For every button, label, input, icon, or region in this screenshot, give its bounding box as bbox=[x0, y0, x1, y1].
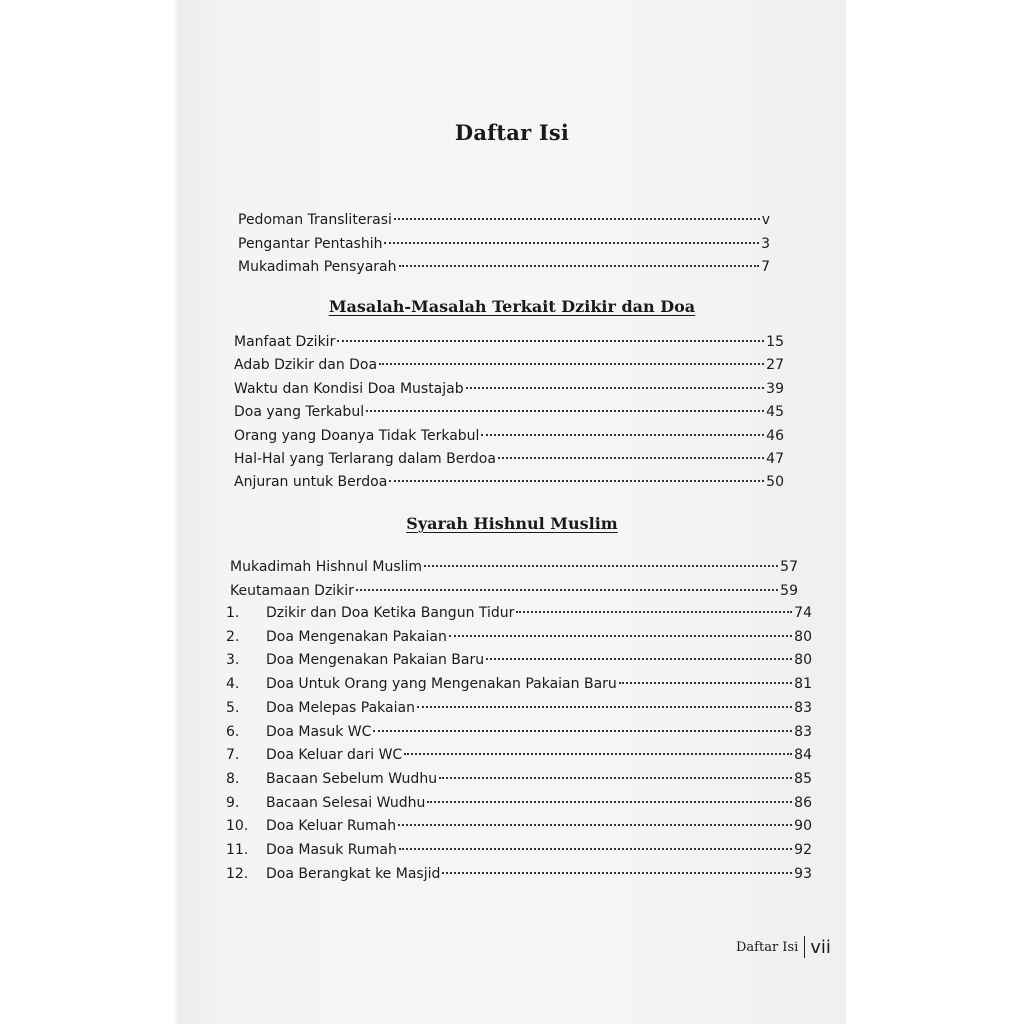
dot-leader bbox=[399, 848, 792, 850]
toc-entry-page: 47 bbox=[766, 451, 784, 468]
toc-entry bbox=[230, 580, 798, 604]
running-title: Daftar Isi bbox=[736, 939, 799, 955]
toc-entry bbox=[238, 233, 770, 257]
toc-entry-page: 15 bbox=[766, 334, 784, 350]
toc-entry-label: Hal-Hal yang Terlarang dalam Berdoa bbox=[234, 451, 496, 468]
page-title: Daftar Isi bbox=[454, 120, 570, 145]
toc-entry-page: 81 bbox=[794, 676, 812, 693]
toc-entry bbox=[234, 354, 784, 377]
toc-entry-page: 45 bbox=[766, 404, 784, 421]
toc-entry-label: Pedoman Transliterasi bbox=[238, 212, 392, 228]
toc-entry-number: 9. bbox=[226, 794, 240, 811]
toc-entry-number: 6. bbox=[226, 723, 240, 740]
toc-entry-page: 80 bbox=[794, 628, 812, 645]
toc-entry bbox=[234, 448, 784, 471]
toc-entry-label: Mukadimah Hishnul Muslim bbox=[230, 559, 423, 575]
section1-list bbox=[234, 331, 784, 495]
dot-leader bbox=[516, 611, 792, 613]
toc-entry-label: Doa Mengenakan Pakaian bbox=[266, 628, 447, 645]
toc-entry bbox=[226, 792, 812, 816]
dot-leader bbox=[399, 265, 760, 267]
toc-entry-label: Keutamaan Dzikir bbox=[230, 582, 354, 599]
toc-entry-page: 27 bbox=[766, 357, 784, 374]
toc-entry bbox=[234, 378, 784, 401]
toc-entry-number: 10. bbox=[226, 818, 249, 835]
toc-entry-page: 84 bbox=[794, 747, 812, 764]
section2-intro-list bbox=[230, 556, 798, 603]
toc-entry-page: 59 bbox=[780, 582, 798, 599]
toc-entry bbox=[226, 626, 812, 650]
toc-entry bbox=[226, 697, 812, 721]
dot-leader bbox=[389, 480, 764, 482]
toc-entry-page: 83 bbox=[794, 699, 812, 716]
dot-leader bbox=[442, 872, 792, 874]
dot-leader bbox=[498, 457, 764, 459]
toc-entry-number: 1. bbox=[226, 605, 240, 621]
toc-entry-label: Pengantar Pentashih bbox=[238, 235, 383, 252]
toc-entry bbox=[226, 602, 812, 626]
page-number: vii bbox=[810, 936, 831, 958]
toc-entry-label: Doa yang Terkabul bbox=[234, 404, 365, 421]
dot-leader bbox=[619, 682, 792, 684]
toc-entry-label: Doa Mengenakan Pakaian Baru bbox=[266, 652, 485, 669]
dot-leader bbox=[398, 824, 792, 826]
section-heading-text: Syarah Hishnul Muslim bbox=[406, 514, 618, 533]
toc-entry-page: 83 bbox=[794, 723, 812, 740]
toc-entry-number: 8. bbox=[226, 770, 240, 787]
dot-leader bbox=[384, 242, 759, 244]
dot-leader bbox=[417, 706, 792, 708]
toc-entry-page: 50 bbox=[766, 474, 784, 491]
toc-entry bbox=[234, 471, 784, 494]
toc-entry-page: 90 bbox=[794, 818, 812, 835]
toc-entry-page: 86 bbox=[794, 794, 812, 811]
toc-entry-label: Bacaan Sebelum Wudhu bbox=[266, 770, 438, 787]
toc-entry-number: 3. bbox=[226, 652, 240, 669]
toc-entry bbox=[226, 863, 812, 887]
toc-entry-page: 46 bbox=[766, 427, 784, 444]
toc-entry-number: 5. bbox=[226, 699, 240, 716]
toc-entry-page: 74 bbox=[794, 605, 812, 621]
toc-entry-number: 12. bbox=[226, 865, 249, 882]
dot-leader bbox=[481, 434, 764, 436]
toc-entry-label: Mukadimah Pensyarah bbox=[238, 259, 397, 275]
toc-entry bbox=[234, 331, 784, 354]
toc-entry-label: Bacaan Selesai Wudhu bbox=[266, 794, 426, 811]
toc-entry bbox=[238, 256, 770, 280]
toc-entry-page: 39 bbox=[766, 380, 784, 397]
dot-leader bbox=[424, 565, 778, 567]
section-heading-dzikir-doa bbox=[0, 297, 1024, 316]
toc-entry bbox=[226, 673, 812, 697]
toc-entry-label: Doa Untuk Orang yang Mengenakan Pakaian Baru bbox=[266, 676, 617, 693]
toc-entry-label: Adab Dzikir dan Doa bbox=[234, 357, 378, 374]
dot-leader bbox=[356, 589, 778, 591]
toc-entry-label: Doa Masuk WC bbox=[266, 723, 372, 740]
toc-entry-label: Anjuran untuk Berdoa bbox=[234, 474, 388, 491]
toc-entry-label: Waktu dan Kondisi Doa Mustajab bbox=[234, 380, 464, 397]
dot-leader bbox=[466, 387, 765, 389]
front-matter-list bbox=[238, 209, 770, 280]
toc-entry bbox=[238, 209, 770, 233]
toc-entry bbox=[230, 556, 798, 580]
toc-entry-page: 3 bbox=[761, 235, 770, 252]
section-heading-text: Masalah-Masalah Terkait Dzikir dan Doa bbox=[328, 297, 696, 316]
toc-entry-number: 7. bbox=[226, 747, 240, 764]
toc-entry-page: v bbox=[761, 212, 770, 228]
toc-entry-label: Dzikir dan Doa Ketika Bangun Tidur bbox=[266, 605, 515, 621]
section-heading-hishnul-muslim bbox=[0, 514, 1024, 533]
toc-entry-page: 7 bbox=[761, 259, 770, 275]
toc-entry-label: Manfaat Dzikir bbox=[234, 334, 336, 350]
dot-leader bbox=[379, 363, 764, 365]
dot-leader bbox=[439, 777, 792, 779]
toc-entry-label: Doa Berangkat ke Masjid bbox=[266, 865, 441, 882]
toc-entry-label: Orang yang Doanya Tidak Terkabul bbox=[234, 427, 480, 444]
toc-entry-number: 11. bbox=[226, 842, 249, 859]
toc-entry bbox=[234, 425, 784, 448]
toc-entry-label: Doa Masuk Rumah bbox=[266, 842, 397, 859]
toc-entry-number: 4. bbox=[226, 676, 240, 693]
dot-leader bbox=[404, 753, 792, 755]
toc-entry bbox=[226, 839, 812, 863]
toc-entry-label: Doa Keluar Rumah bbox=[266, 818, 397, 835]
toc-entry bbox=[226, 768, 812, 792]
toc-entry-page: 57 bbox=[780, 559, 798, 575]
dot-leader bbox=[366, 410, 764, 412]
toc-entry bbox=[226, 815, 812, 839]
footer-divider bbox=[804, 936, 805, 958]
toc-entry bbox=[226, 744, 812, 768]
dot-leader bbox=[337, 340, 764, 342]
section2-numbered-list bbox=[226, 602, 812, 886]
toc-entry-label: Doa Keluar dari WC bbox=[266, 747, 403, 764]
dot-leader bbox=[394, 218, 760, 220]
dot-leader bbox=[427, 801, 792, 803]
dot-leader bbox=[373, 730, 792, 732]
toc-entry-page: 93 bbox=[794, 865, 812, 882]
toc-entry-number: 2. bbox=[226, 628, 240, 645]
toc-entry bbox=[226, 721, 812, 745]
page-footer bbox=[736, 936, 831, 958]
toc-entry-page: 85 bbox=[794, 770, 812, 787]
toc-entry bbox=[234, 401, 784, 424]
dot-leader bbox=[486, 658, 792, 660]
toc-entry bbox=[226, 649, 812, 673]
toc-entry-label: Doa Melepas Pakaian bbox=[266, 699, 415, 716]
toc-entry-page: 80 bbox=[794, 652, 812, 669]
toc-entry-page: 92 bbox=[794, 842, 812, 859]
dot-leader bbox=[449, 635, 792, 637]
